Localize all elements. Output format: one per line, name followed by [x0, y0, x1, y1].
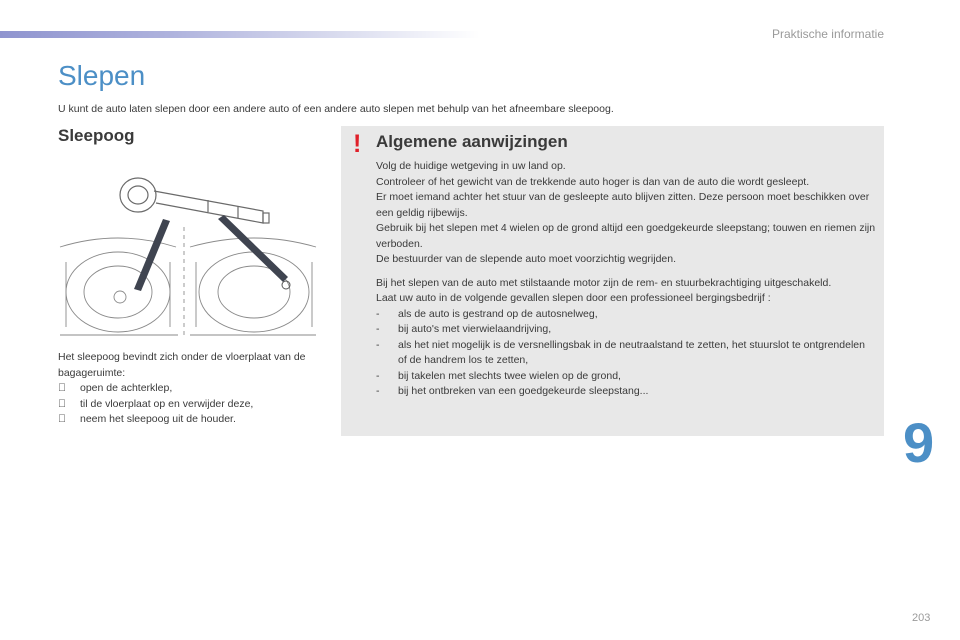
warning-icon: ! [353, 130, 362, 158]
case-text: bij het ontbreken van een goedgekeurde sleepstang... [398, 385, 649, 397]
note-line: Er moet iemand achter het stuur van de gesleepte auto blijven zitten. Deze persoon moet beschikken over een geldig rijbewijs. [376, 191, 870, 219]
general-notes-box [341, 126, 884, 436]
note-line: Gebruik bij het slepen met 4 wielen op de grond altijd een goedgekeurde sleepstang; touwen en riemen zijn verboden. [376, 222, 876, 250]
note-line: Laat uw auto in de volgende gevallen slepen door een professioneel bergingsbedrijf : [376, 292, 771, 304]
sleepoog-location-text: Het sleepoog bevindt zich onder de vloerplaat van de bagageruimte: [58, 351, 306, 379]
case-text: als de auto is gestrand op de autosnelweg, [398, 307, 598, 320]
bullet-arrow-icon [58, 412, 80, 428]
section-header: Praktische informatie [771, 27, 884, 41]
case-item [376, 322, 876, 338]
dash-marker: - [376, 369, 380, 382]
notes-body [376, 159, 876, 400]
bullet-arrow-icon [58, 381, 80, 397]
towing-eye-drawing [120, 178, 269, 223]
intro-text: U kunt de auto laten slepen door een andere auto of een andere auto slepen met behulp van het afneembare sleepoog. [58, 103, 614, 115]
note-line: Bij het slepen van de auto met stilstaande motor zijn de rem- en stuurbekrachtiging uitgeschakeld. [376, 276, 832, 289]
case-item [376, 338, 876, 369]
step-text: til de vloerplaat op en verwijder deze, [80, 397, 254, 410]
case-text: als het niet mogelijk is de versnellingsbak in de neutraalstand te zetten, het stuurslot te ontgrendelen of de handrem los te zetten, [398, 338, 865, 366]
trunk-left-drawing [60, 238, 178, 335]
sleepoog-heading: Sleepoog [58, 126, 135, 145]
step-item [58, 397, 328, 413]
note-line: De bestuurder van de slepende auto moet voorzichtig wegrijden. [376, 253, 677, 265]
case-text: bij takelen met slechts twee wielen op de grond, [398, 369, 621, 382]
step-text: open de achterklep, [80, 382, 173, 394]
step-text: neem het sleepoog uit de houder. [80, 413, 236, 425]
case-item [376, 307, 876, 323]
page-title: Slepen [58, 60, 146, 91]
note-line: Volg de huidige wetgeving in uw land op. [376, 160, 566, 172]
case-item [376, 384, 876, 400]
case-item [376, 369, 876, 385]
notes-title: Algemene aanwijzingen [376, 132, 568, 151]
pointer-arrow-right [218, 215, 288, 282]
dash-marker: - [376, 385, 380, 397]
towing-eye-illustration [58, 167, 318, 342]
dash-marker: - [376, 338, 380, 351]
dash-marker: - [376, 307, 380, 320]
sleepoog-instructions [58, 350, 328, 428]
dash-marker: - [376, 323, 380, 335]
step-item [58, 412, 328, 428]
page-number: 203 [912, 612, 931, 624]
case-text: bij auto's met vierwielaandrijving, [398, 323, 552, 335]
note-line: Controleer of het gewicht van de trekkende auto hoger is dan van de auto die wordt gesleept. [376, 175, 810, 188]
header-gradient-bar [0, 31, 480, 38]
bullet-arrow-icon [58, 397, 80, 413]
chapter-number: 9 [903, 411, 935, 474]
step-item [58, 381, 328, 397]
